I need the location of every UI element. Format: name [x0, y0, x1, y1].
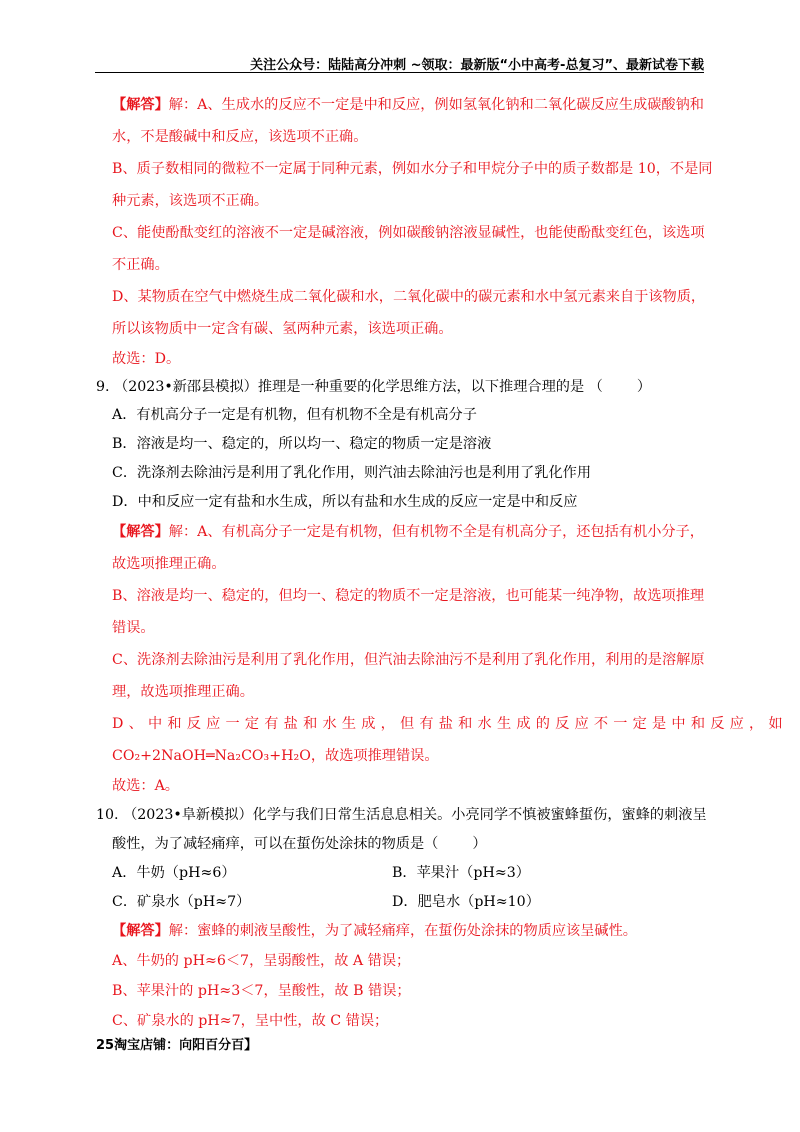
answer-9-line-1: [112, 523, 704, 541]
answer-9-line-8: CO₂+2NaOH═Na₂CO₃+H₂O，故选项推理错误。: [112, 748, 439, 764]
answer-text: 解：A、有机高分子一定是有机物，但有机物不全是有机高分子，还包括有机小分子，: [168, 524, 704, 540]
answer-8-line-4: 种元素，该选项不正确。: [112, 193, 269, 209]
question-9-option-d: D．中和反应一定有盐和水生成，所以有盐和水生成的反应一定是中和反应: [112, 494, 578, 510]
question-stem-text: 9. （2023•新邵县模拟）推理是一种重要的化学思维方法，以下推理合理的是 （: [96, 379, 603, 395]
answer-8-line-1: [112, 96, 704, 114]
answer-9-line-6: 理，故选项推理正确。: [112, 684, 254, 700]
question-9-option-a: A．有机高分子一定是有机物，但有机物不全是有机高分子: [112, 407, 477, 423]
answer-10-line-3: B、苹果汁的 pH≈3＜7，呈酸性，故 B 错误；: [112, 983, 411, 999]
page-number: 25: [96, 1038, 115, 1053]
answer-8-choice: 故选：D。: [112, 351, 181, 367]
answer-8-line-2: 水，不是酸碱中和反应，该选项不正确。: [112, 129, 368, 145]
question-stem-close: ）: [472, 836, 487, 852]
question-stem-close: ）: [636, 379, 652, 395]
answer-8-line-6: 不正确。: [112, 257, 169, 273]
question-10-option-c: C．矿泉水（pH≈7）: [112, 894, 251, 910]
answer-8-line-7: D、某物质在空气中燃烧生成二氧化碳和水，二氧化碳中的碳元素和水中氢元素来自于该物质，: [112, 289, 706, 305]
answer-tag: 【解答】: [112, 923, 169, 939]
question-10-option-d: D．肥皂水（pH≈10）: [392, 894, 540, 910]
answer-9-line-4: 错误。: [112, 620, 155, 636]
question-10-option-b: B．苹果汁（pH≈3）: [392, 865, 530, 881]
page-footer: [96, 1034, 257, 1053]
answer-9-line-7: D、中和反应一定有盐和水生成，但有盐和水生成的反应不一定是中和反应，如: [112, 716, 788, 732]
answer-10-line-2: A、牛奶的 pH≈6＜7，呈弱酸性，故 A 错误；: [112, 953, 411, 969]
answer-8-line-8: 所以该物质中一定含有碳、氢两种元素，该选项正确。: [112, 321, 453, 337]
answer-text: 解：蜜蜂的刺液呈酸性，为了减轻痛痒，在蜇伤处涂抹的物质应该呈碱性。: [168, 923, 637, 939]
answer-8-line-3: B、质子数相同的微粒不一定属于同种元素，例如水分子和甲烷分子中的质子数都是 10，不是同: [112, 161, 713, 177]
answer-9-line-5: C、洗涤剂去除油污是利用了乳化作用，但汽油去除油污不是利用了乳化作用，利用的是溶解原: [112, 652, 705, 668]
answer-9-line-3: B、溶液是均一、稳定的，但均一、稳定的物质不一定是溶液，也可能某一纯净物，故选项推理: [112, 588, 705, 604]
question-9-option-b: B．溶液是均一、稳定的，所以均一、稳定的物质一定是溶液: [112, 436, 492, 452]
shop-info: 淘宝店铺：向阳百分百】: [114, 1038, 258, 1053]
question-9-option-c: C．洗涤剂去除油污是利用了乳化作用，则汽油去除油污也是利用了乳化作用: [112, 465, 592, 481]
question-10-option-a: A．牛奶（pH≈6）: [112, 865, 236, 881]
answer-text: 解：A、生成水的反应不一定是中和反应，例如氢氧化钠和二氧化碳反应生成碳酸钠和: [168, 97, 704, 113]
question-10-stem-line-1: 10. （2023•阜新模拟）化学与我们日常生活息息相关。小亮同学不慎被蜜蜂蜇伤，蜜蜂的刺液呈: [96, 807, 707, 823]
answer-tag: 【解答】: [112, 97, 169, 113]
answer-10-line-1: [112, 922, 637, 940]
page-header: 关注公众号：陆陆高分冲刺 ~领取：最新版“小中高考-总复习”、最新试卷下载: [250, 58, 704, 73]
answer-8-line-5: C、能使酚酞变红的溶液不一定是碱溶液，例如碳酸钠溶液显碱性，也能使酚酞变红色，该选项: [112, 225, 705, 241]
header-divider: [95, 72, 704, 73]
question-10-stem-line-2: [112, 835, 487, 853]
question-9-stem: [96, 378, 651, 396]
answer-9-choice: 故选：A。: [112, 778, 179, 794]
question-stem-text: 酸性，为了减轻痛痒，可以在蜇伤处涂抹的物质是（: [112, 836, 439, 852]
answer-9-line-2: 故选项推理正确。: [112, 556, 226, 572]
answer-tag: 【解答】: [112, 524, 169, 540]
answer-10-line-4: C、矿泉水的 pH≈7，呈中性，故 C 错误；: [112, 1013, 389, 1029]
